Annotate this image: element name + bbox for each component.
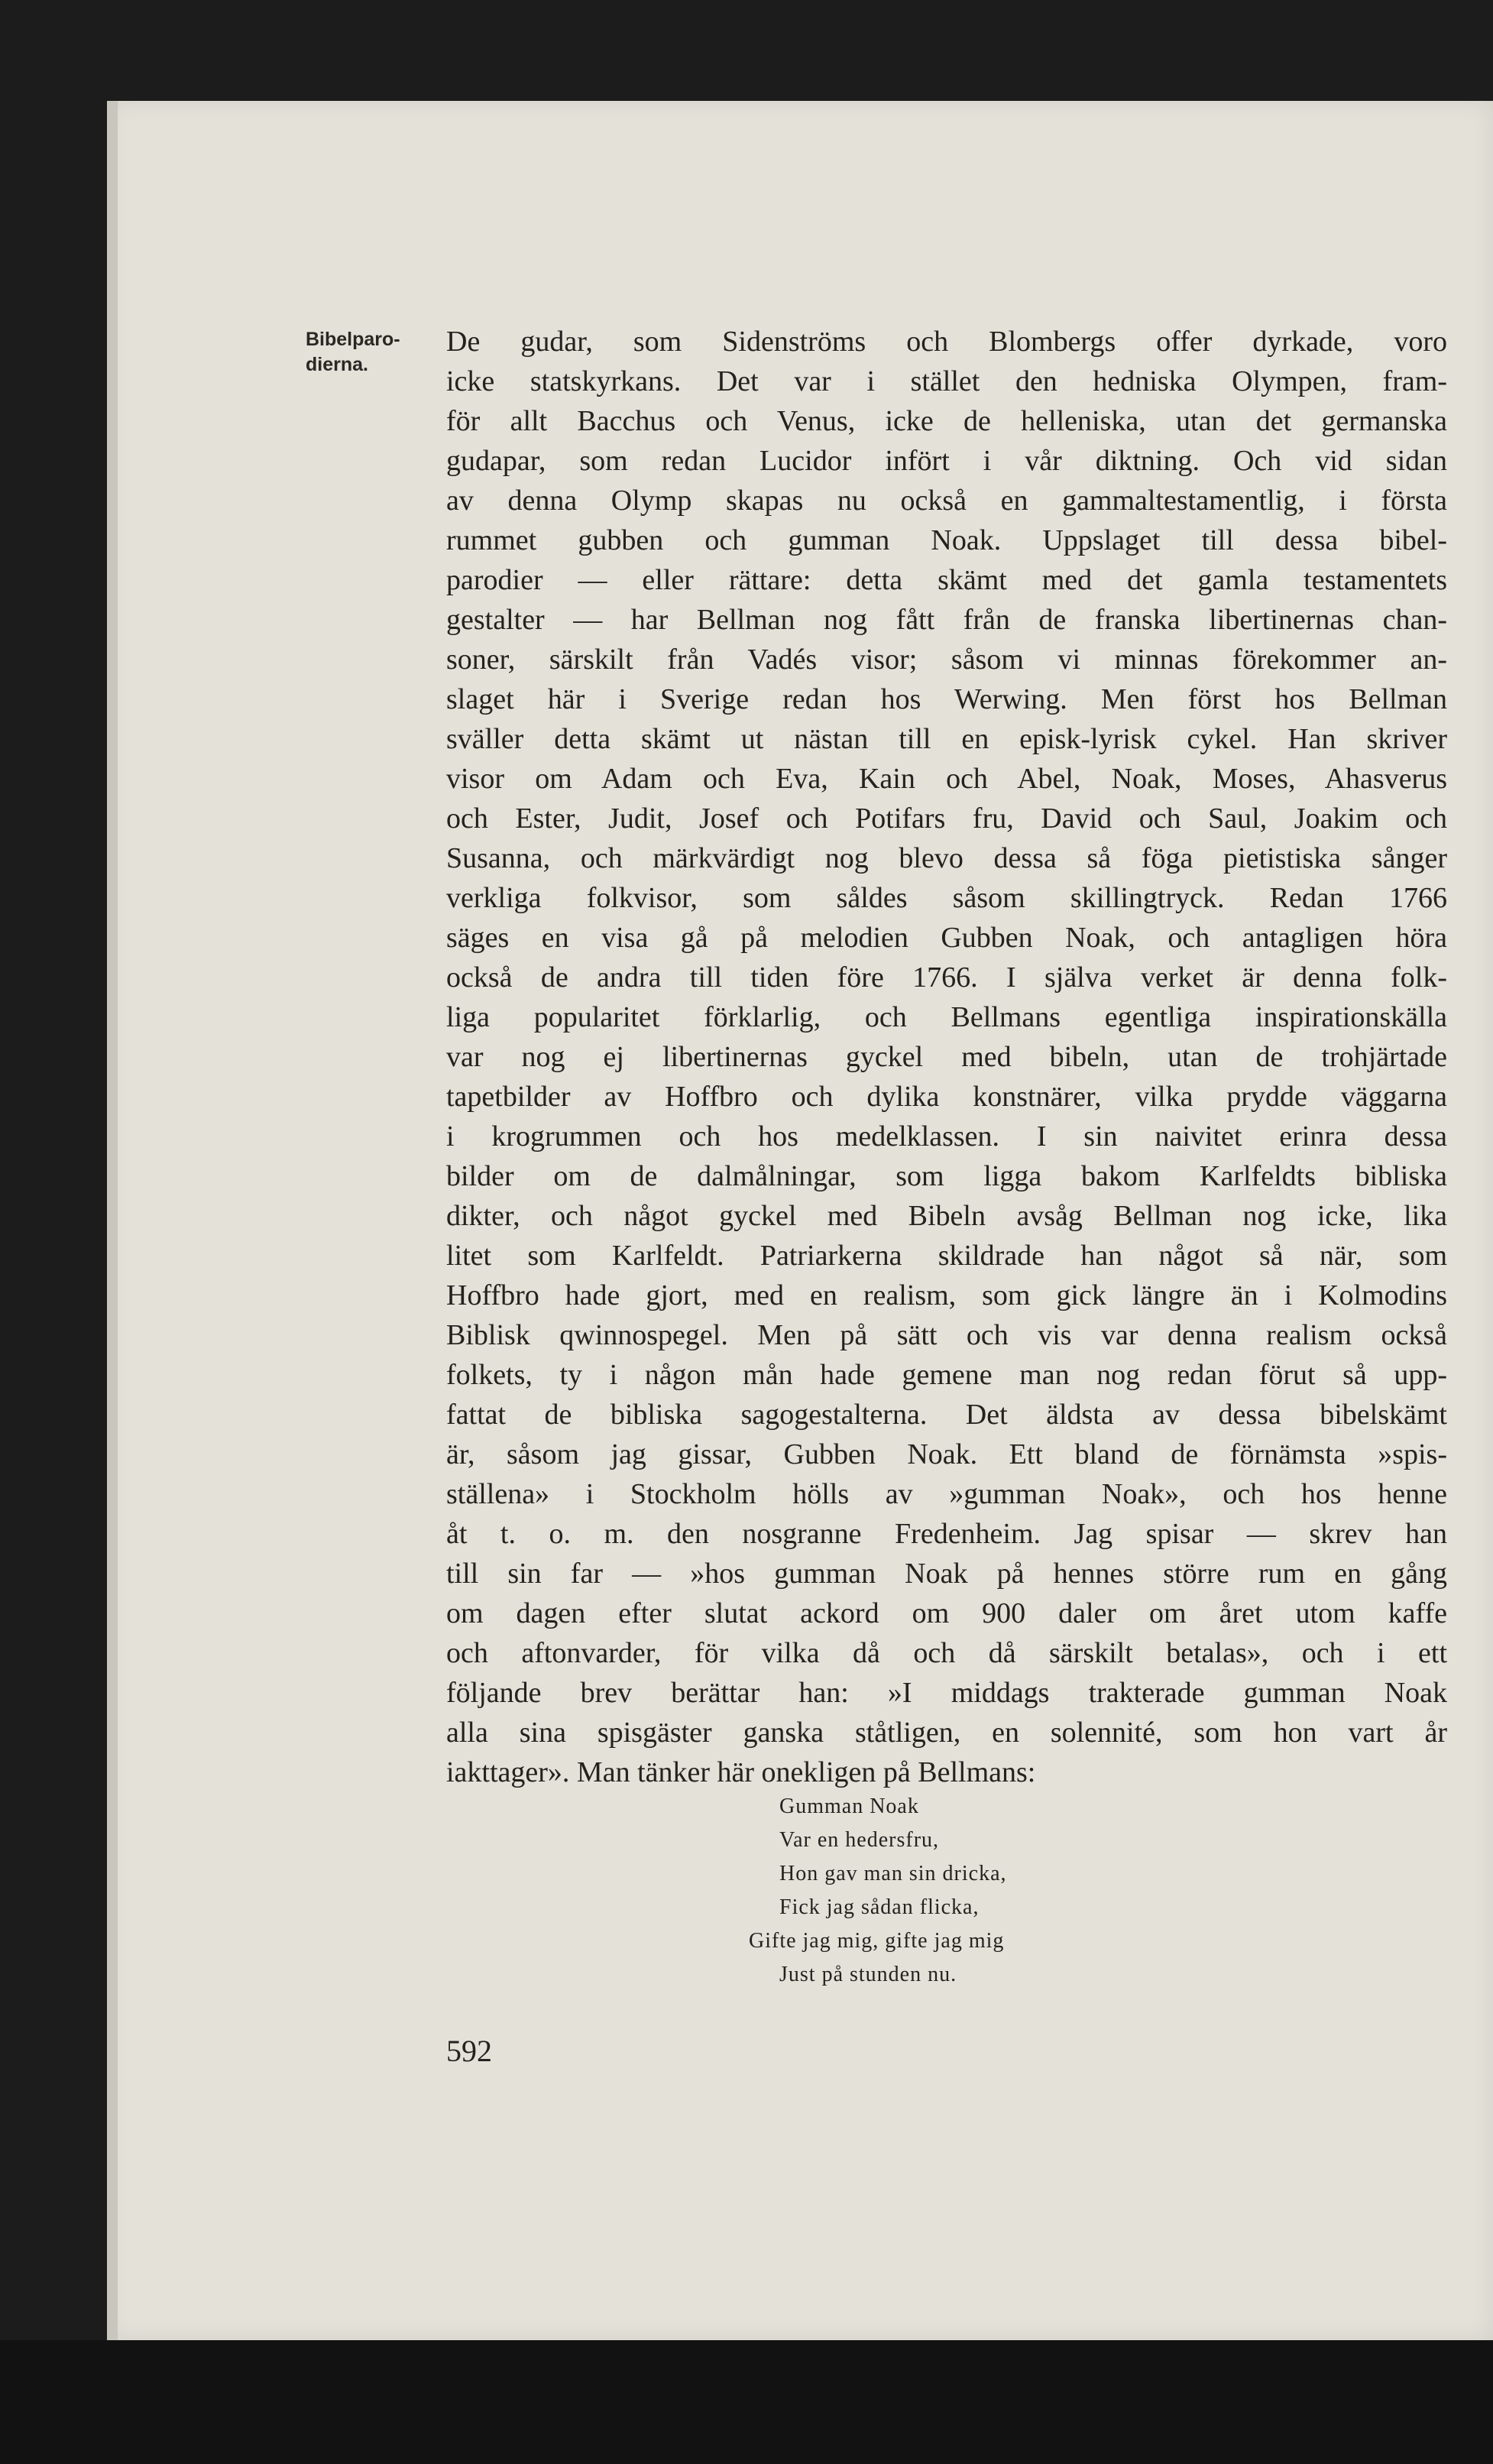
- page-edge: [107, 101, 118, 2340]
- text-line: fattat de bibliska sagogestalterna. Det äldsta av dessa bibelskämt: [446, 1399, 1447, 1431]
- text-line: De gudar, som Sidenströms och Blombergs offer dyrkade, voro: [446, 326, 1447, 358]
- text-line: verkliga folkvisor, som såldes såsom skillingtryck. Redan 1766: [446, 882, 1447, 914]
- text-line: folkets, ty i någon mån hade gemene man nog redan förut så upp-: [446, 1359, 1447, 1391]
- body-paragraph: [446, 322, 1447, 1792]
- text-line: liga popularitet förklarlig, och Bellmans egentliga inspirationskälla: [446, 1001, 1447, 1033]
- text-line: dikter, och något gyckel med Bibeln avsåg Bellman nog icke, lika: [446, 1200, 1447, 1232]
- text-line: av denna Olymp skapas nu också en gammaltestamentlig, i första: [446, 485, 1447, 517]
- text-line: icke statskyrkans. Det var i stället den hedniska Olympen, fram-: [446, 365, 1447, 397]
- text-line: för allt Bacchus och Venus, icke de helleniska, utan det germanska: [446, 405, 1447, 437]
- text-line: visor om Adam och Eva, Kain och Abel, Noak, Moses, Ahasverus: [446, 763, 1447, 795]
- text-line: ställena» i Stockholm hölls av »gumman Noak», och hos henne: [446, 1478, 1447, 1510]
- text-line: gudapar, som redan Lucidor infört i vår diktning. Och vid sidan: [446, 445, 1447, 477]
- text-line: säges en visa gå på melodien Gubben Noak, och antagligen höra: [446, 922, 1447, 954]
- text-line: alla sina spisgäster ganska ståtligen, en solennité, som hon vart år: [446, 1717, 1447, 1749]
- verse-line: Gifte jag mig, gifte jag mig: [749, 1929, 1005, 1953]
- text-line: sväller detta skämt ut nästan till en episk-lyrisk cykel. Han skriver: [446, 723, 1447, 755]
- text-line: och Ester, Judit, Josef och Potifars fru, David och Saul, Joakim och: [446, 802, 1447, 835]
- verse-quote: [749, 1790, 1007, 1992]
- verse-line: Just på stunden nu.: [779, 1963, 957, 1986]
- verse-line: Gumman Noak: [779, 1795, 919, 1818]
- text-line: parodier — eller rättare: detta skämt med det gamla testamentets: [446, 564, 1447, 596]
- text-line: slaget här i Sverige redan hos Werwing. Men först hos Bellman: [446, 683, 1447, 715]
- verse-line: Fick jag sådan flicka,: [779, 1895, 980, 1919]
- verse-line: Var en hedersfru,: [779, 1828, 940, 1852]
- text-line: gestalter — har Bellman nog fått från de franska libertinernas chan-: [446, 604, 1447, 636]
- text-line: Biblisk qwinnospegel. Men på sätt och vis var denna realism också: [446, 1319, 1447, 1351]
- verse-line: Hon gav man sin dricka,: [779, 1862, 1007, 1885]
- text-line: bilder om de dalmålningar, som ligga bakom Karlfeldts bibliska: [446, 1160, 1447, 1192]
- text-line: till sin far — »hos gumman Noak på hennes större rum en gång: [446, 1558, 1447, 1590]
- text-line: Hoffbro hade gjort, med en realism, som gick längre än i Kolmodins: [446, 1279, 1447, 1311]
- text-line: följande brev berättar han: »I middags trakterade gumman Noak: [446, 1677, 1447, 1709]
- text-line: också de andra till tiden före 1766. I själva verket är denna folk-: [446, 961, 1447, 994]
- text-line: tapetbilder av Hoffbro och dylika konstnärer, vilka prydde väggarna: [446, 1081, 1447, 1113]
- text-line: och aftonvarder, för vilka då och då särskilt betalas», och i ett: [446, 1637, 1447, 1669]
- scan-background: [0, 2340, 1493, 2464]
- text-line: var nog ej libertinernas gyckel med bibeln, utan de trohjärtade: [446, 1041, 1447, 1073]
- margin-note-line: dierna.: [306, 354, 368, 375]
- text-line: om dagen efter slutat ackord om 900 daler om året utom kaffe: [446, 1597, 1447, 1629]
- text-line: i krogrummen och hos medelklassen. I sin naivitet erinra dessa: [446, 1120, 1447, 1153]
- text-line: iakttager». Man tänker här onekligen på Bellmans:: [446, 1756, 1036, 1788]
- margin-note-line: Bibelparo-: [306, 329, 400, 350]
- text-line: Susanna, och märkvärdigt nog blevo dessa så föga pietistiska sånger: [446, 842, 1447, 874]
- margin-note: [306, 327, 420, 378]
- text-line: rummet gubben och gumman Noak. Uppslaget till dessa bibel-: [446, 524, 1447, 556]
- page-number: 592: [446, 2034, 492, 2068]
- text-line: litet som Karlfeldt. Patriarkerna skildrade han något så när, som: [446, 1240, 1447, 1272]
- text-line: åt t. o. m. den nosgranne Fredenheim. Jag spisar — skrev han: [446, 1518, 1447, 1550]
- text-line: soner, särskilt från Vadés visor; såsom vi minnas förekommer an-: [446, 644, 1447, 676]
- text-line: är, såsom jag gissar, Gubben Noak. Ett bland de förnämsta »spis-: [446, 1438, 1447, 1470]
